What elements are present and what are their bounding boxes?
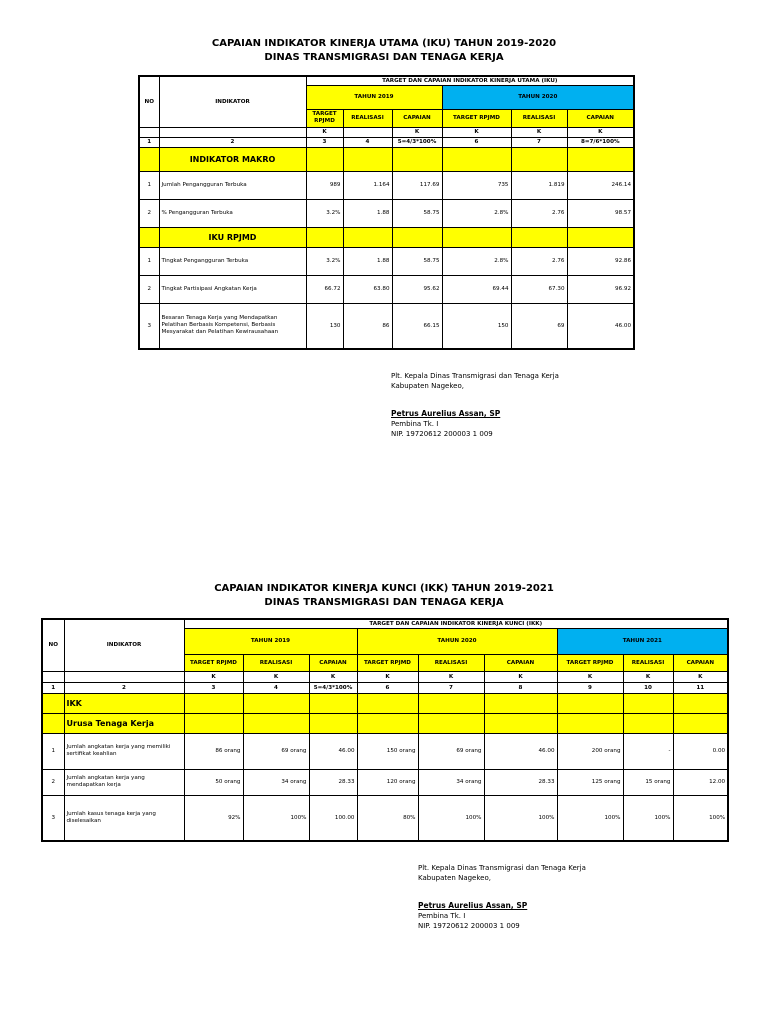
iku-section-cell: [139, 147, 159, 171]
ikk-colnum: 8: [484, 682, 557, 693]
signature-role: Plt. Kepala Dinas Transmigrasi dan Tenaga Kerja: [418, 864, 586, 872]
row-value: 3.2%: [306, 247, 343, 275]
row-value: 1.88: [343, 247, 392, 275]
ikk-colnum: 5=4/3*100%: [309, 682, 357, 693]
iku-section-cell: [442, 227, 511, 247]
iku-unit: K: [306, 127, 343, 137]
row-value: 67.30: [511, 275, 567, 303]
row-value: 58.75: [392, 247, 442, 275]
row-value: 63.80: [343, 275, 392, 303]
row-value: 69 orang: [418, 733, 484, 769]
iku-header-realisasi-2020: REALISASI: [511, 109, 567, 127]
signature-rank: Pembina Tk. I: [418, 912, 466, 920]
ikk-section-cell: [484, 713, 557, 733]
ikk-header-realisasi: REALISASI: [623, 654, 673, 671]
ikk-section-cell: [357, 713, 418, 733]
iku-section-cell: [343, 147, 392, 171]
row-indikator: Jumlah angkatan kerja yang mendapatkan kerja: [64, 769, 184, 795]
row-value: 2.8%: [442, 247, 511, 275]
signature-rank: Pembina Tk. I: [391, 420, 439, 428]
ikk-section-cell: [484, 693, 557, 713]
row-value: 69 orang: [243, 733, 309, 769]
iku-title: CAPAIAN INDIKATOR KINERJA UTAMA (IKU) TAHUN 2019-2020: [211, 38, 557, 49]
row-value: 1.819: [511, 171, 567, 199]
ikk-section-cell: [42, 713, 64, 733]
iku-section-cell: [343, 227, 392, 247]
ikk-header-no: NO: [42, 619, 64, 671]
ikk-section-cell: [309, 693, 357, 713]
ikk-header-realisasi: REALISASI: [418, 654, 484, 671]
row-no: 2: [139, 275, 159, 303]
iku-colnum: 2: [159, 137, 306, 147]
ikk-section-cell: [418, 693, 484, 713]
ikk-section-cell: [42, 693, 64, 713]
row-value: 12.00: [673, 769, 728, 795]
row-value: 34 orang: [243, 769, 309, 795]
ikk-section-ikk: IKK: [64, 693, 184, 713]
table-row: [42, 795, 728, 841]
ikk-colnum: 9: [557, 682, 623, 693]
ikk-unit: K: [357, 671, 418, 682]
ikk-unit-blank: [64, 671, 184, 682]
ikk-header-2021: TAHUN 2021: [557, 628, 728, 654]
row-value: 117.69: [392, 171, 442, 199]
table-row: [139, 199, 634, 227]
row-value: 69: [511, 303, 567, 349]
iku-section-cell: [567, 227, 634, 247]
ikk-title: CAPAIAN INDIKATOR KINERJA KUNCI (IKK) TAHUN 2019-2021: [214, 583, 554, 594]
row-value: 150 orang: [357, 733, 418, 769]
signature-nip: NIP. 19720612 200003 1 009: [418, 922, 520, 930]
ikk-section-cell: [418, 713, 484, 733]
ikk-subtitle: DINAS TRANSMIGRASI DAN TENAGA KERJA: [264, 597, 504, 608]
row-value: 80%: [357, 795, 418, 841]
ikk-header-realisasi: REALISASI: [243, 654, 309, 671]
row-value: 66.15: [392, 303, 442, 349]
iku-section-cell: [392, 147, 442, 171]
iku-unit-blank: [139, 127, 159, 137]
row-value: 2.8%: [442, 199, 511, 227]
row-value: 100%: [484, 795, 557, 841]
iku-section-rpjmd: IKU RPJMD: [159, 227, 306, 247]
table-row: [42, 733, 728, 769]
row-value: 2.76: [511, 199, 567, 227]
iku-colnum: 3: [306, 137, 343, 147]
ikk-section-cell: [243, 693, 309, 713]
row-value: 28.33: [484, 769, 557, 795]
iku-section-makro: INDIKATOR MAKRO: [159, 147, 306, 171]
row-value: 1.88: [343, 199, 392, 227]
iku-colnum: 4: [343, 137, 392, 147]
iku-header-group: TARGET DAN CAPAIAN INDIKATOR KINERJA UTAMA (IKU): [306, 76, 634, 85]
ikk-section-cell: [623, 713, 673, 733]
row-indikator: Jumlah kasus tenaga kerja yang diselesaikan: [64, 795, 184, 841]
iku-colnum: 1: [139, 137, 159, 147]
row-value: 95.62: [392, 275, 442, 303]
row-no: 2: [42, 769, 64, 795]
row-value: 98.57: [567, 199, 634, 227]
iku-section-cell: [442, 147, 511, 171]
iku-colnum: 7: [511, 137, 567, 147]
iku-section-cell: [511, 147, 567, 171]
iku-unit: K: [392, 127, 442, 137]
iku-header-target-2019: TARGET RPJMD: [306, 109, 343, 127]
ikk-section-cell: [673, 713, 728, 733]
ikk-unit: K: [623, 671, 673, 682]
row-indikator: Tingkat Pengangguran Terbuka: [159, 247, 306, 275]
ikk-section-cell: [184, 693, 243, 713]
row-value: 100%: [557, 795, 623, 841]
ikk-colnum: 1: [42, 682, 64, 693]
ikk-header-indikator: INDIKATOR: [64, 619, 184, 671]
ikk-header-2020: TAHUN 2020: [357, 628, 557, 654]
iku-header-capaian-2019: CAPAIAN: [392, 109, 442, 127]
row-value: 58.75: [392, 199, 442, 227]
ikk-header-group: TARGET DAN CAPAIAN INDIKATOR KINERJA KUNCI (IKK): [184, 619, 728, 628]
ikk-header-capaian: CAPAIAN: [484, 654, 557, 671]
ikk-unit: K: [484, 671, 557, 682]
row-value: 150: [442, 303, 511, 349]
row-value: 92%: [184, 795, 243, 841]
iku-header-2020: TAHUN 2020: [442, 85, 634, 109]
ikk-section-cell: [357, 693, 418, 713]
ikk-colnum: 10: [623, 682, 673, 693]
row-value: 86: [343, 303, 392, 349]
row-value: 86 orang: [184, 733, 243, 769]
iku-colnum: 8=7/6*100%: [567, 137, 634, 147]
ikk-unit: K: [418, 671, 484, 682]
ikk-section-cell: [623, 693, 673, 713]
row-indikator: % Pengangguran Terbuka: [159, 199, 306, 227]
row-value: 130: [306, 303, 343, 349]
row-value: 100%: [673, 795, 728, 841]
row-value: 34 orang: [418, 769, 484, 795]
ikk-section-cell: [557, 713, 623, 733]
signature-name: Petrus Aurelius Assan, SP: [418, 901, 528, 910]
ikk-colnum: 4: [243, 682, 309, 693]
row-no: 1: [139, 171, 159, 199]
row-value: 100%: [243, 795, 309, 841]
signature-name: Petrus Aurelius Assan, SP: [391, 409, 501, 418]
iku-table: [138, 75, 635, 350]
iku-colnum: 5=4/3*100%: [392, 137, 442, 147]
table-row: [42, 769, 728, 795]
row-value: 28.33: [309, 769, 357, 795]
row-value: 2.76: [511, 247, 567, 275]
signature-nip: NIP. 19720612 200003 1 009: [391, 430, 493, 438]
ikk-signature: [418, 863, 586, 931]
ikk-unit-blank: [42, 671, 64, 682]
iku-subtitle: DINAS TRANSMIGRASI DAN TENAGA KERJA: [264, 52, 504, 63]
iku-header-realisasi-2019: REALISASI: [343, 109, 392, 127]
table-row: [139, 171, 634, 199]
table-row: [139, 303, 634, 349]
row-no: 1: [139, 247, 159, 275]
ikk-unit: K: [184, 671, 243, 682]
signature-region: Kabupaten Nagekeo,: [418, 874, 491, 882]
row-value: 200 orang: [557, 733, 623, 769]
ikk-unit: K: [673, 671, 728, 682]
ikk-unit: K: [557, 671, 623, 682]
ikk-section-cell: [184, 713, 243, 733]
ikk-section-cell: [673, 693, 728, 713]
iku-header-capaian-2020: CAPAIAN: [567, 109, 634, 127]
row-value: 100%: [623, 795, 673, 841]
ikk-header-target: TARGET RPJMD: [557, 654, 623, 671]
ikk-section-urusan: Urusa Tenaga Kerja: [64, 713, 184, 733]
iku-header-2019: TAHUN 2019: [306, 85, 442, 109]
iku-header-target-2020: TARGET RPJMD: [442, 109, 511, 127]
ikk-header-capaian: CAPAIAN: [309, 654, 357, 671]
row-no: 1: [42, 733, 64, 769]
iku-colnum: 6: [442, 137, 511, 147]
ikk-colnum: 2: [64, 682, 184, 693]
ikk-table: [41, 618, 729, 842]
ikk-colnum: 7: [418, 682, 484, 693]
row-value: 69.44: [442, 275, 511, 303]
iku-unit-blank: [343, 127, 392, 137]
iku-unit: K: [511, 127, 567, 137]
iku-section-cell: [306, 147, 343, 171]
ikk-section-cell: [243, 713, 309, 733]
ikk-colnum: 3: [184, 682, 243, 693]
table-row: [139, 275, 634, 303]
row-indikator: Besaran Tenaga Kerja yang Mendapatkan Pelatihan Berbasis Kompetensi, Berbasis Mesyarakat dan Pelatihan Kewirausahaan: [159, 303, 306, 349]
signature-region: Kabupaten Nagekeo,: [391, 382, 464, 390]
ikk-header-capaian: CAPAIAN: [673, 654, 728, 671]
iku-header-indikator: INDIKATOR: [159, 76, 306, 127]
ikk-unit: K: [309, 671, 357, 682]
row-value: 50 orang: [184, 769, 243, 795]
table-row: [139, 247, 634, 275]
ikk-header-target: TARGET RPJMD: [184, 654, 243, 671]
row-value: 96.92: [567, 275, 634, 303]
row-value: 735: [442, 171, 511, 199]
ikk-header-target: TARGET RPJMD: [357, 654, 418, 671]
row-value: -: [623, 733, 673, 769]
ikk-unit: K: [243, 671, 309, 682]
signature-role: Plt. Kepala Dinas Transmigrasi dan Tenaga Kerja: [391, 372, 559, 380]
row-value: 1.164: [343, 171, 392, 199]
iku-unit: K: [567, 127, 634, 137]
row-no: 2: [139, 199, 159, 227]
row-value: 125 orang: [557, 769, 623, 795]
row-value: 100%: [418, 795, 484, 841]
row-value: 92.86: [567, 247, 634, 275]
iku-section-cell: [567, 147, 634, 171]
row-no: 3: [42, 795, 64, 841]
row-value: 3.2%: [306, 199, 343, 227]
row-indikator: Jumlah angkatan kerja yang memiliki sertifikat keahlian: [64, 733, 184, 769]
row-value: 66.72: [306, 275, 343, 303]
iku-section-cell: [306, 227, 343, 247]
iku-signature: [391, 371, 559, 439]
row-value: 120 orang: [357, 769, 418, 795]
row-value: 100.00: [309, 795, 357, 841]
ikk-colnum: 11: [673, 682, 728, 693]
row-value: 15 orang: [623, 769, 673, 795]
ikk-colnum: 6: [357, 682, 418, 693]
ikk-section-cell: [309, 713, 357, 733]
row-value: 0.00: [673, 733, 728, 769]
row-value: 46.00: [484, 733, 557, 769]
iku-section-cell: [511, 227, 567, 247]
row-value: 246.14: [567, 171, 634, 199]
row-no: 3: [139, 303, 159, 349]
iku-section-cell: [392, 227, 442, 247]
iku-section-cell: [139, 227, 159, 247]
iku-header-no: NO: [139, 76, 159, 127]
row-indikator: Tingkat Partisipasi Angkatan Kerja: [159, 275, 306, 303]
ikk-header-2019: TAHUN 2019: [184, 628, 357, 654]
ikk-section-cell: [557, 693, 623, 713]
iku-unit-blank: [159, 127, 306, 137]
row-value: 46.00: [567, 303, 634, 349]
row-value: 989: [306, 171, 343, 199]
iku-unit: K: [442, 127, 511, 137]
row-indikator: Jumlah Pengangguran Terbuka: [159, 171, 306, 199]
row-value: 46.00: [309, 733, 357, 769]
